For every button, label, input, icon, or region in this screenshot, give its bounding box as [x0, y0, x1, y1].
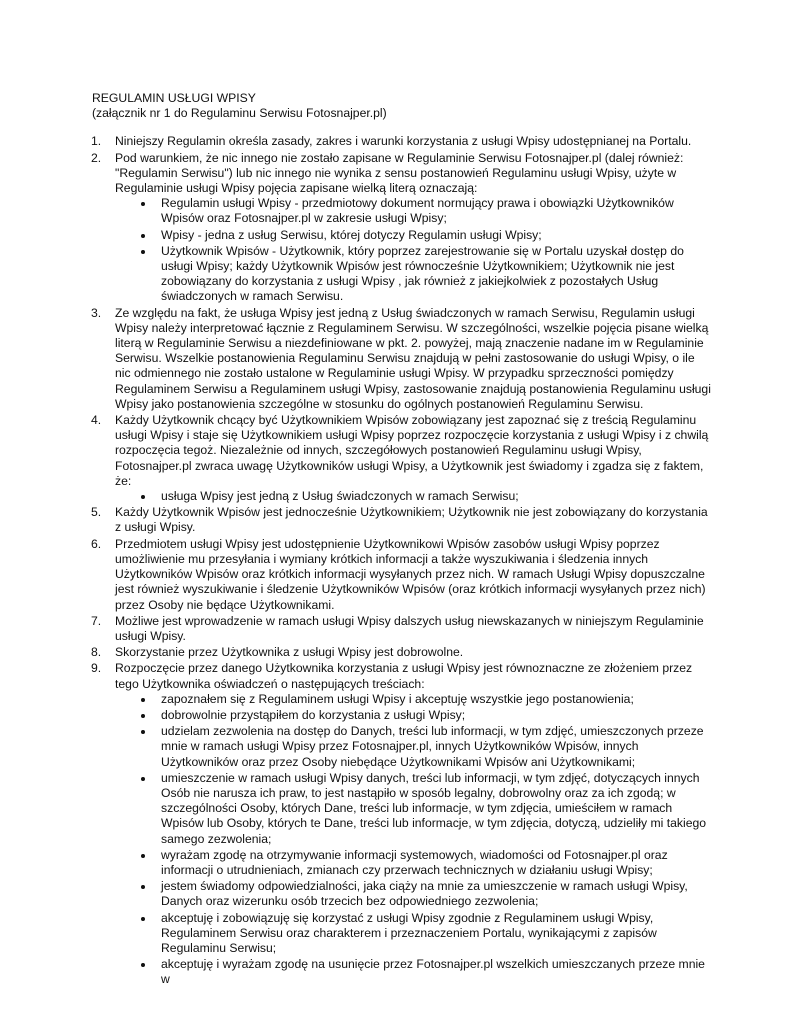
list-item	[92, 661, 712, 987]
list-item-number: 8.	[91, 645, 102, 660]
document-title: REGULAMIN USŁUGI WPISY	[92, 91, 256, 105]
bullet-item: akceptuję i wyrażam zgodę na usunięcie przez Fotosnajper.pl wszelkich umieszczanych przeze mnie w	[115, 957, 712, 987]
bullet-item: Użytkownik Wpisów - Użytkownik, który poprzez zarejestrowanie się w Portalu uzyskał dostęp do usługi Wpisy; każdy Użytkownik Wpisów jest równocześnie Użytkownikiem; Użytkownik nie jest zobowiązany do korzystania z usługi Wpisy , jak również z jakiejkolwiek z pozostałych Usług świadczonych w ramach Serwisu.	[115, 244, 712, 305]
bullet-item: wyrażam zgodę na otrzymywanie informacji systemowych, wiadomości od Fotosnajper.pl oraz informacji o utrudnieniach, zmianach czy przerwach technicznych w działaniu usługi Wpisy;	[115, 848, 712, 878]
bullet-item: Wpisy - jedna z usług Serwisu, której dotyczy Regulamin usługi Wpisy;	[115, 228, 712, 243]
list-item-number: 4.	[91, 413, 102, 428]
list-item	[92, 413, 712, 504]
bullet-item: jestem świadomy odpowiedzialności, jaka ciąży na mnie za umieszczenie w ramach usługi Wpisy, Danych oraz wizerunku osób trzecich bez odpowiedniego zezwolenia;	[115, 879, 712, 909]
list-item-number: 3.	[91, 305, 102, 320]
list-item-text: Ze względu na fakt, że usługa Wpisy jest jedną z Usług świadczonych w ramach Serwisu, Regulamin usługi Wpisy należy interpretować łącznie z Regulaminem Serwisu. W szczególności, wszelkie pojęcia pisane wielką literą w Regulaminie Serwisu a niezdefiniowane w pkt. 2. powyżej, mają znaczenie nadane im w Regulaminie Serwisu. Wszelkie postanowienia Regulaminu Serwisu znajdują w pełni zastosowanie do usługi Wpisy, o ile nic odmiennego nie zostało ustalone w Regulaminie usługi Wpisy. W przypadku sprzeczności pomiędzy Regulaminem Serwisu a Regulaminem usługi Wpisy, zastosowanie znajdują postanowienia Regulaminu usługi Wpisy jako postanowienia szczególne w stosunku do ogólnych postanowień Regulaminu Serwisu.	[115, 305, 711, 411]
bullet-item: umieszczenie w ramach usługi Wpisy danych, treści lub informacji, w tym zdjęć, dotyczących innych Osób nie narusza ich praw, to jest nastąpiło w sposób legalny, dobrowolny oraz za ich zgodą; w szczególności Osoby, których Dane, treści lub informacje, w tym zdjęcia, umieściłem w ramach Wpisów lub Osoby, których te Dane, treści lub informacje, w tym zdjęcia, dotyczą, udzieliły mi takiego samego zezwolenia;	[115, 771, 712, 847]
list-item	[92, 151, 712, 305]
bullet-item: dobrowolnie przystąpiłem do korzystania z usługi Wpisy;	[115, 708, 712, 723]
bullet-item: Regulamin usługi Wpisy - przedmiotowy dokument normujący prawa i obowiązki Użytkowników Wpisów oraz Fotosnajper.pl w zakresie usługi Wpisy;	[115, 196, 712, 226]
bullet-item: akceptuję i zobowiązuję się korzystać z usługi Wpisy zgodnie z Regulaminem usługi Wpisy, Regulaminem Serwisu oraz charakterem i przeznaczeniem Portalu, wynikającymi z zapisów Regulaminu Serwisu;	[115, 911, 712, 957]
list-item-number: 6.	[91, 536, 102, 551]
list-item-text: Skorzystanie przez Użytkownika z usługi Wpisy jest dobrowolne.	[115, 645, 464, 660]
list-item	[92, 614, 712, 644]
bullet-item: udzielam zezwolenia na dostęp do Danych, treści lub informacji, w tym zdjęć, umieszczonych przeze mnie w ramach usługi Wpisy przez Fotosnajper.pl, innych Użytkowników Wpisów, innych Użytkowników oraz przez Osoby niebędące Użytkownikami Wpisów ani Użytkownikami;	[115, 724, 712, 770]
list-item-text: Przedmiotem usługi Wpisy jest udostępnienie Użytkownikowi Wpisów zasobów usługi Wpisy poprzez umożliwienie mu przesyłania i wymiany krótkich informacji a także wyszukiwania i śledzenia innych Użytkowników Wpisów oraz krótkich informacji wysyłanych przez nich. W ramach Usługi Wpisy dopuszczalne jest również wyszukiwanie i śledzenie Użytkowników Wpisów (oraz krótkich informacji wysyłanych przez nich) przez Osoby nie będące Użytkownikami.	[115, 536, 706, 612]
bullet-item: zapoznałem się z Regulaminem usługi Wpisy i akceptuję wszystkie jego postanowienia;	[115, 692, 712, 707]
list-item-number: 1.	[91, 134, 102, 149]
numbered-list	[92, 134, 712, 987]
list-item	[92, 134, 712, 149]
document-body	[92, 91, 712, 989]
list-item	[92, 537, 712, 613]
list-item-text: Każdy Użytkownik Wpisów jest jednocześnie Użytkownikiem; Użytkownik nie jest zobowiązany do korzystania z usługi Wpisy.	[115, 505, 708, 535]
list-item-text: Każdy Użytkownik chcący być Użytkownikiem Wpisów zobowiązany jest zapoznać się z treścią Regulaminu usługi Wpisy i staje się Użytkownikiem usługi Wpisy poprzez rozpoczęcie korzystania z usługi Wpisy i z chwilą rozpoczęcia tegoż. Niezależnie od innych, szczegółowych postanowień Regulaminu usługi Wpisy, Fotosnajper.pl zwraca uwagę Użytkowników usługi Wpisy, a Użytkownik jest świadomy i zgadza się z faktem, że:	[115, 413, 709, 488]
bullet-item: usługa Wpisy jest jedną z Usług świadczonych w ramach Serwisu;	[115, 489, 712, 504]
list-item	[92, 505, 712, 535]
document-subtitle: (załącznik nr 1 do Regulaminu Serwisu Fotosnajper.pl)	[92, 106, 387, 121]
bullet-list	[115, 489, 712, 504]
list-item-text: Niniejszy Regulamin określa zasady, zakres i warunki korzystania z usługi Wpisy udostępnianej na Portalu.	[115, 134, 692, 149]
list-item-number: 7.	[91, 613, 102, 628]
bullet-list	[115, 692, 712, 988]
list-item-number: 5.	[91, 505, 102, 520]
list-item-text: Możliwe jest wprowadzenie w ramach usługi Wpisy dalszych usług niewskazanych w niniejszym Regulaminie usługi Wpisy.	[115, 613, 704, 643]
list-item	[92, 306, 712, 412]
bullet-list	[115, 196, 712, 304]
list-item-number: 2.	[91, 150, 102, 165]
list-item-text: Rozpoczęcie przez danego Użytkownika korzystania z usługi Wpisy jest równoznaczne ze złożeniem przez tego Użytkownika oświadczeń o następujących treściach:	[115, 661, 693, 691]
list-item-text: Pod warunkiem, że nic innego nie zostało zapisane w Regulaminie Serwisu Fotosnajper.pl (dalej również: "Regulamin Serwisu") lub nic innego nie wynika z sensu postanowień Regulaminu usługi Wpisy, użyte w Regulaminie usługi Wpisy pojęcia zapisane wielką literą oznaczają:	[115, 150, 684, 196]
list-item-number: 9.	[91, 661, 102, 676]
title-block	[92, 91, 712, 121]
list-item	[92, 645, 712, 660]
